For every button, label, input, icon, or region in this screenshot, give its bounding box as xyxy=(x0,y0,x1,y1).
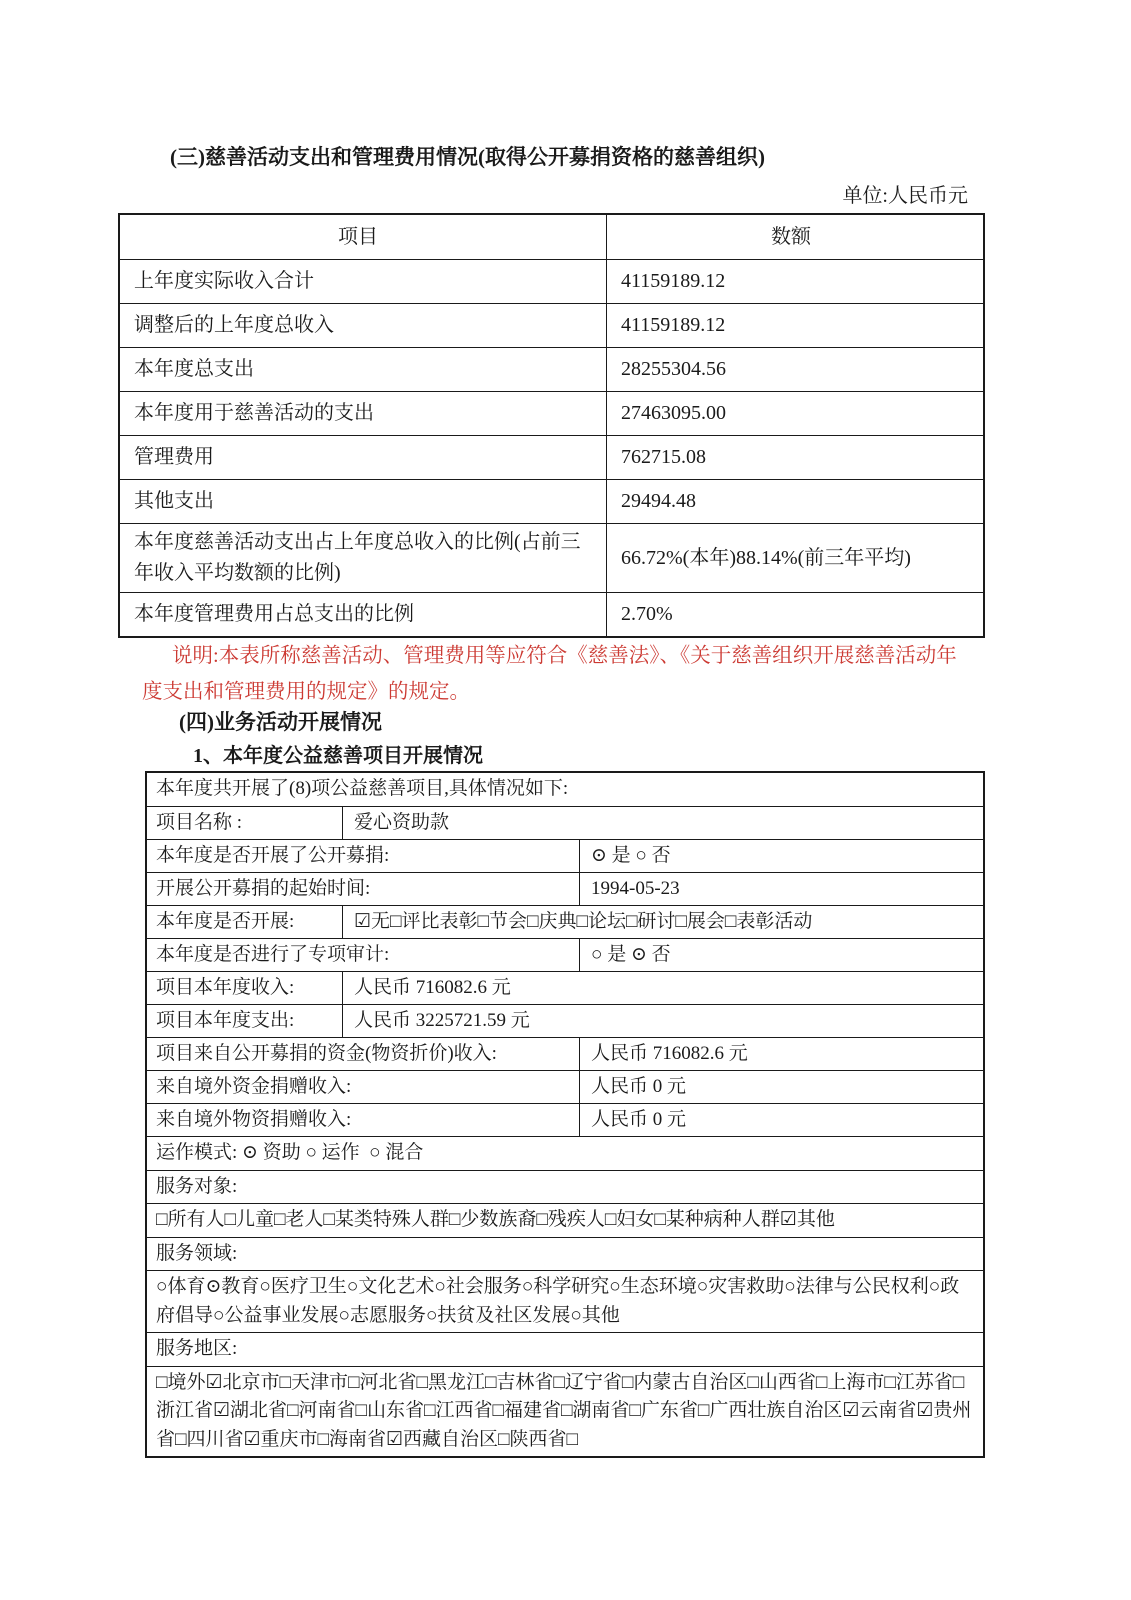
label-cell: 本年度是否开展了公开募捐: xyxy=(147,840,580,872)
service-area-options-cell: □境外☑北京市□天津市□河北省□黑龙江□吉林省□辽宁省□内蒙古自治区□山西省□上海市□江苏省□浙江省☑湖北省□河南省□山东省□江西省□福建省□湖南省□广东省□广西壮族自治区☑云南省☑贵州省□四川省☑重庆市□海南省☑西藏自治区□陕西省□ xyxy=(156,1371,972,1450)
value-cell: 人民币 716082.6 元 xyxy=(591,1043,748,1064)
service-area-label-cell: 服务地区: xyxy=(156,1338,238,1359)
label-cell: 开展公开募捐的起始时间: xyxy=(147,873,580,905)
header-amount-cell: 数额 xyxy=(771,225,811,248)
header-item-cell: 项目 xyxy=(120,215,607,259)
operation-mode-row xyxy=(147,1136,983,1170)
table-row xyxy=(147,1070,983,1103)
amount-cell: 2.70% xyxy=(621,603,673,625)
label-cell: 项目名称 : xyxy=(147,807,343,839)
service-target-label-row xyxy=(147,1170,983,1204)
service-area-options-row xyxy=(147,1366,983,1457)
service-field-options-row xyxy=(147,1270,983,1332)
table-row xyxy=(147,1037,983,1070)
table-row xyxy=(120,391,983,435)
service-target-label-cell: 服务对象: xyxy=(156,1175,238,1197)
label-cell: 项目本年度支出: xyxy=(147,1005,343,1037)
table-row xyxy=(147,839,983,872)
project-table xyxy=(145,771,985,1458)
label-cell: 项目来自公开募捐的资金(物资折价)收入: xyxy=(147,1038,580,1070)
section4-heading: (四)业务活动开展情况 xyxy=(179,710,382,734)
value-cell: 人民币 716082.6 元 xyxy=(354,977,511,998)
value-cell: 人民币 3225721.59 元 xyxy=(354,1010,530,1031)
label-cell: 本年度是否进行了专项审计: xyxy=(147,939,580,971)
value-cell: ☑无□评比表彰□节会□庆典□论坛□研讨□展会□表彰活动 xyxy=(354,911,813,932)
table-row xyxy=(120,435,983,479)
amount-cell: 27463095.00 xyxy=(621,402,726,424)
item-cell: 调整后的上年度总收入 xyxy=(120,304,607,347)
table-row xyxy=(147,971,983,1004)
value-cell: ⊙ 是 ○ 否 xyxy=(591,845,671,866)
table-row xyxy=(120,592,983,636)
label-cell: 本年度是否开展: xyxy=(147,906,343,938)
item-cell: 本年度总支出 xyxy=(120,348,607,391)
expense-table-header-row xyxy=(120,215,983,259)
value-cell: 爱心资助款 xyxy=(354,812,450,833)
unit-label: 单位:人民币元 xyxy=(842,185,968,207)
service-area-label-row xyxy=(147,1332,983,1366)
item-cell: 本年度管理费用占总支出的比例 xyxy=(120,593,607,636)
item-cell: 本年度慈善活动支出占上年度总收入的比例(占前三年收入平均数额的比例) xyxy=(120,524,607,592)
label-cell: 项目本年度收入: xyxy=(147,972,343,1004)
summary-cell: 本年度共开展了(8)项公益慈善项目,具体情况如下: xyxy=(156,778,569,800)
item-cell: 其他支出 xyxy=(120,480,607,523)
value-cell: 人民币 0 元 xyxy=(591,1076,687,1097)
value-cell: ○ 是 ⊙ 否 xyxy=(591,944,671,965)
label-cell: 来自境外资金捐赠收入: xyxy=(147,1071,580,1103)
amount-cell: 41159189.12 xyxy=(621,314,726,336)
item-cell: 上年度实际收入合计 xyxy=(120,260,607,303)
value-cell: 1994-05-23 xyxy=(591,878,680,899)
table-row xyxy=(147,1004,983,1037)
table-row xyxy=(147,806,983,839)
section3-heading: (三)慈善活动支出和管理费用情况(取得公开募捐资格的慈善组织) xyxy=(170,145,765,169)
project-summary-row xyxy=(147,773,983,806)
service-target-options-row xyxy=(147,1203,983,1237)
amount-cell: 762715.08 xyxy=(621,446,706,468)
table-row xyxy=(147,872,983,905)
item-cell: 管理费用 xyxy=(120,436,607,479)
label-cell: 来自境外物资捐赠收入: xyxy=(147,1104,580,1136)
table-row xyxy=(120,303,983,347)
table-row xyxy=(147,905,983,938)
amount-cell: 41159189.12 xyxy=(621,270,726,292)
amount-cell: 66.72%(本年)88.14%(前三年平均) xyxy=(621,546,911,569)
subsection1-heading: 1、本年度公益慈善项目开展情况 xyxy=(193,745,483,767)
table-row xyxy=(120,479,983,523)
operation-mode-cell: 运作模式: ⊙ 资助 ○ 运作 ○ 混合 xyxy=(156,1142,424,1163)
amount-cell: 28255304.56 xyxy=(621,358,726,380)
service-field-options-cell: ○体育⊙教育○医疗卫生○文化艺术○社会服务○科学研究○生态环境○灾害救助○法律与公民权利○政府倡导○公益事业发展○志愿服务○扶贫及社区发展○其他 xyxy=(156,1276,960,1326)
table-row xyxy=(120,259,983,303)
value-cell: 人民币 0 元 xyxy=(591,1109,687,1130)
service-target-options-cell: □所有人□儿童□老人□某类特殊人群□少数族裔□残疾人□妇女□某种病种人群☑其他 xyxy=(156,1209,835,1230)
item-cell: 本年度用于慈善活动的支出 xyxy=(120,392,607,435)
table-row xyxy=(120,347,983,391)
service-field-label-row xyxy=(147,1237,983,1271)
service-field-label-cell: 服务领域: xyxy=(156,1242,238,1264)
expense-table xyxy=(118,213,985,638)
table-row xyxy=(120,523,983,592)
note-text: 说明:本表所称慈善活动、管理费用等应符合《慈善法》、《关于慈善组织开展慈善活动年度支出和管理费用的规定》的规定。 xyxy=(142,645,957,703)
table-row xyxy=(147,1103,983,1136)
table-row xyxy=(147,938,983,971)
amount-cell: 29494.48 xyxy=(621,490,696,512)
